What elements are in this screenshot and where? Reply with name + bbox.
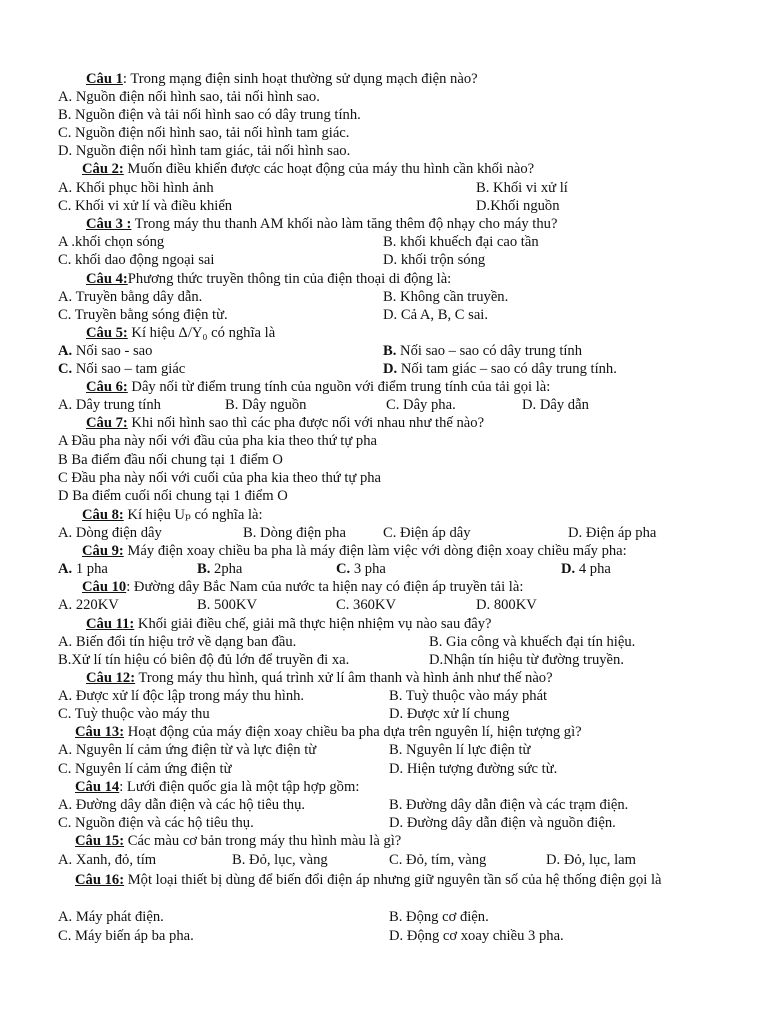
answer-text: B. Động cơ điện. <box>389 909 489 925</box>
question-7 <box>86 414 484 432</box>
question-text: Các màu cơ bản trong máy thu hình màu là gì? <box>124 833 402 849</box>
answer-option[interactable] <box>58 633 296 651</box>
answer-option[interactable] <box>58 760 232 778</box>
question-label: Câu 9: <box>82 543 124 559</box>
answer-option[interactable] <box>58 651 349 669</box>
answer-option[interactable] <box>389 760 557 778</box>
answer-text: 3 pha <box>350 561 386 577</box>
answer-text: Nối sao – tam giác <box>72 361 186 377</box>
answer-text: C. Nguồn điện và các hộ tiêu thụ. <box>58 815 254 831</box>
question-text: Trong máy thu thanh AM khối nào làm tăng thêm độ nhạy cho máy thu? <box>131 216 558 232</box>
question-text: Khối giải điều chế, giải mã thực hiện nhiệm vụ nào sau đây? <box>134 616 492 632</box>
answer-option[interactable] <box>386 396 456 414</box>
answer-option[interactable] <box>383 288 508 306</box>
answer-option[interactable] <box>58 469 381 487</box>
question-16 <box>58 871 708 889</box>
answer-text: C. Máy biến áp ba pha. <box>58 928 194 944</box>
answer-text: D Ba điểm cuối nối chung tại 1 điểm O <box>58 488 288 504</box>
answer-text: B Ba điểm đầu nối chung tại 1 điểm O <box>58 452 283 468</box>
question-2 <box>82 160 534 178</box>
answer-letter: C. <box>58 361 73 377</box>
answer-option[interactable] <box>58 908 164 926</box>
question-label: Câu 8: <box>82 507 124 523</box>
question-5 <box>86 324 275 342</box>
answer-option[interactable] <box>58 451 283 469</box>
question-text: Khi nối hình sao thì các pha được nối với nhau như thế nào? <box>127 415 485 431</box>
answer-option[interactable] <box>58 360 185 378</box>
question-text: : Lưới điện quốc gia là một tập hợp gồm: <box>119 779 360 795</box>
answer-text: D. Cả A, B, C sai. <box>383 307 488 323</box>
answer-letter: B. <box>383 343 397 359</box>
answer-text: D. Dây dẫn <box>522 397 589 413</box>
question-10 <box>82 578 523 596</box>
answer-option[interactable] <box>389 927 564 945</box>
question-text: Hoạt động của máy điện xoay chiều ba pha dựa trên nguyên lí, hiện tượng gì? <box>124 724 582 740</box>
answer-option[interactable] <box>243 524 346 542</box>
question-15 <box>75 832 401 850</box>
answer-text: C. Dây pha. <box>386 397 456 413</box>
question-13 <box>75 723 582 741</box>
answer-text: C. khối dao động ngoại sai <box>58 252 215 268</box>
answer-option[interactable] <box>58 233 164 251</box>
answer-option[interactable] <box>58 524 162 542</box>
answer-option[interactable] <box>546 851 636 869</box>
answer-option[interactable] <box>383 342 582 360</box>
answer-option[interactable] <box>561 560 611 578</box>
answer-option[interactable] <box>389 705 509 723</box>
answer-text: A. Truyền bằng dây dẫn. <box>58 289 203 305</box>
answer-option[interactable] <box>429 651 624 669</box>
answer-option[interactable] <box>58 251 214 269</box>
answer-option[interactable] <box>383 306 488 324</box>
answer-text: D. 800KV <box>476 597 537 613</box>
answer-text: A .khối chọn sóng <box>58 234 165 250</box>
question-6 <box>86 378 550 396</box>
answer-text: D. Được xử lí chung <box>389 706 510 722</box>
question-text: Muốn điều khiển được các hoạt động của máy thu hình cần khối nào? <box>123 161 535 177</box>
answer-option[interactable] <box>383 233 539 251</box>
question-label: Câu 6: <box>86 379 128 395</box>
answer-text: B. Nguồn điện và tải nối hình sao có dây trung tính. <box>58 107 361 123</box>
answer-text: Nối tam giác – sao có dây trung tính. <box>397 361 617 377</box>
answer-option[interactable] <box>58 705 210 723</box>
answer-option[interactable] <box>58 396 161 414</box>
answer-text: D. Nguồn điện nối hình tam giác, tải nối hình sao. <box>58 143 351 159</box>
question-label: Câu 12: <box>86 670 136 686</box>
answer-option[interactable] <box>389 851 486 869</box>
answer-option[interactable] <box>58 142 350 160</box>
answer-text: D. khối trộn sóng <box>383 252 486 268</box>
answer-option[interactable] <box>389 741 530 759</box>
answer-option[interactable] <box>58 106 361 124</box>
question-label: Câu 14 <box>75 779 120 795</box>
answer-option[interactable] <box>58 288 202 306</box>
question-label: Câu 4: <box>86 271 128 287</box>
answer-option[interactable] <box>58 197 232 215</box>
answer-option[interactable] <box>389 687 547 705</box>
answer-option[interactable] <box>58 306 228 324</box>
answer-option[interactable] <box>476 179 568 197</box>
answer-text: C. Nguồn điện nối hình sao, tải nối hình tam giác. <box>58 125 350 141</box>
answer-text: A Đầu pha này nối với đầu của pha kia theo thứ tự pha <box>58 433 377 449</box>
question-3 <box>86 215 557 233</box>
question-text: Máy điện xoay chiều ba pha là máy điện làm việc với dòng điện xoay chiều mấy pha: <box>123 543 627 559</box>
answer-text: B. Đường dây dẫn điện và các trạm điện. <box>389 797 629 813</box>
question-label: Câu 16: <box>75 872 125 888</box>
question-label: Câu 11: <box>86 616 135 632</box>
answer-text: D. Điện áp pha <box>568 525 657 541</box>
answer-text: 1 pha <box>72 561 108 577</box>
answer-text: Nối sao - sao <box>72 343 153 359</box>
answer-option[interactable] <box>58 432 377 450</box>
answer-text: A. Nguồn điện nối hình sao, tải nối hình sao. <box>58 89 320 105</box>
answer-text: A. Khối phục hồi hình ảnh <box>58 180 214 196</box>
answer-text: A. Xanh, đỏ, tím <box>58 852 157 868</box>
question-label: Câu 7: <box>86 415 128 431</box>
answer-option[interactable] <box>568 524 656 542</box>
answer-text: A. Đường dây dẫn điện và các hộ tiêu thụ. <box>58 797 306 813</box>
answer-letter: B. <box>197 561 211 577</box>
question-text: Trong máy thu hình, quá trình xử lí âm thanh và hình ảnh như thế nào? <box>135 670 553 686</box>
question-text: Phương thức truyền thông tin của điện thoại di động là: <box>127 271 452 287</box>
answer-text: B. Dây nguồn <box>225 397 307 413</box>
answer-option[interactable] <box>58 796 305 814</box>
answer-option[interactable] <box>58 124 349 142</box>
question-text: Dây nối từ điểm trung tính của nguồn với điểm trung tính của tải gọi là: <box>127 379 551 395</box>
question-9 <box>82 542 627 560</box>
question-14 <box>75 778 359 796</box>
answer-text: C Đầu pha này nối với cuối của pha kia theo thứ tự pha <box>58 470 382 486</box>
answer-option[interactable] <box>58 741 316 759</box>
answer-option[interactable] <box>58 927 194 945</box>
answer-option[interactable] <box>389 908 489 926</box>
question-label: Câu 13: <box>75 724 125 740</box>
question-text: Kí hiệu Δ/Y₀ có nghĩa là <box>127 325 276 341</box>
answer-text: A. Được xử lí độc lập trong máy thu hình. <box>58 688 305 704</box>
answer-text: B. Tuỳ thuộc vào máy phát <box>389 688 548 704</box>
answer-option[interactable] <box>58 88 320 106</box>
answer-text: C. Đỏ, tím, vàng <box>389 852 487 868</box>
answer-text: C. Tuỳ thuộc vào máy thu <box>58 706 210 722</box>
answer-text: C. Điện áp dây <box>383 525 471 541</box>
question-4 <box>86 270 451 288</box>
answer-text: A. Dòng điện dây <box>58 525 162 541</box>
answer-option[interactable] <box>383 251 485 269</box>
answer-text: C. Khối vi xử lí và điều khiển <box>58 198 233 214</box>
question-label: Câu 10 <box>82 579 127 595</box>
answer-option[interactable] <box>336 560 386 578</box>
answer-text: B. Dòng điện pha <box>243 525 346 541</box>
question-label: Câu 2: <box>82 161 124 177</box>
answer-text: B. Khối vi xử lí <box>476 180 568 196</box>
answer-option[interactable] <box>476 596 537 614</box>
answer-option[interactable] <box>58 814 254 832</box>
answer-text: A. Nguyên lí cảm ứng điện từ và lực điện từ <box>58 742 317 758</box>
answer-text: A. 220KV <box>58 597 119 613</box>
answer-text: A. Máy phát điện. <box>58 909 164 925</box>
answer-text: C. Nguyên lí cảm ứng điện từ <box>58 761 232 777</box>
answer-text: B. Không cần truyền. <box>383 289 509 305</box>
answer-text: D. Đường dây dẫn điện và nguồn điện. <box>389 815 616 831</box>
answer-option[interactable] <box>58 851 156 869</box>
answer-option[interactable] <box>389 796 628 814</box>
question-text: : Trong mạng điện sinh hoạt thường sử dụng mạch điện nào? <box>122 71 478 87</box>
answer-option[interactable] <box>383 360 617 378</box>
answer-text: A. Biến đổi tín hiệu trở về dạng ban đầu. <box>58 634 297 650</box>
answer-text: C. Truyền bằng sóng điện từ. <box>58 307 228 323</box>
answer-text: D. Hiện tượng đường sức từ. <box>389 761 558 777</box>
question-label: Câu 15: <box>75 833 125 849</box>
answer-option[interactable] <box>383 524 471 542</box>
answer-option[interactable] <box>197 596 257 614</box>
answer-option[interactable] <box>389 814 616 832</box>
answer-text: B. Gia công và khuếch đại tín hiệu. <box>429 634 636 650</box>
answer-text: 2pha <box>210 561 243 577</box>
answer-option[interactable] <box>336 596 396 614</box>
answer-text: C. 360KV <box>336 597 396 613</box>
answer-option[interactable] <box>197 560 242 578</box>
question-11 <box>86 615 492 633</box>
answer-option[interactable] <box>58 342 152 360</box>
answer-text: D. Đỏ, lục, lam <box>546 852 636 868</box>
answer-letter: A. <box>58 561 73 577</box>
answer-text: B. khối khuếch đại cao tần <box>383 234 539 250</box>
question-text: Một loại thiết bị dùng để biến đổi điện áp nhưng giữ nguyên tần số của hệ thống điện gọi là <box>124 872 662 888</box>
question-12 <box>86 669 553 687</box>
answer-letter: A. <box>58 343 73 359</box>
answer-text: D.Khối nguồn <box>476 198 560 214</box>
answer-option[interactable] <box>232 851 328 869</box>
question-text: : Đường dây Bắc Nam của nước ta hiện nay có điện áp truyền tải là: <box>126 579 524 595</box>
question-1 <box>86 70 478 88</box>
question-label: Câu 5: <box>86 325 128 341</box>
answer-text: D. Động cơ xoay chiều 3 pha. <box>389 928 564 944</box>
answer-text: Nối sao – sao có dây trung tính <box>396 343 583 359</box>
answer-letter: D. <box>561 561 576 577</box>
question-label: Câu 3 : <box>86 216 132 232</box>
answer-option[interactable] <box>476 197 560 215</box>
answer-option[interactable] <box>58 596 119 614</box>
answer-option[interactable] <box>225 396 306 414</box>
answer-option[interactable] <box>522 396 589 414</box>
answer-option[interactable] <box>429 633 635 651</box>
question-8 <box>82 506 263 524</box>
answer-text: B. 500KV <box>197 597 257 613</box>
answer-text: A. Dây trung tính <box>58 397 161 413</box>
answer-text: B. Nguyên lí lực điện từ <box>389 742 531 758</box>
answer-option[interactable] <box>58 560 108 578</box>
answer-letter: D. <box>383 361 398 377</box>
answer-text: B. Đỏ, lục, vàng <box>232 852 328 868</box>
question-label: Câu 1 <box>86 71 123 87</box>
answer-text: 4 pha <box>575 561 611 577</box>
answer-option[interactable] <box>58 487 288 505</box>
answer-letter: C. <box>336 561 351 577</box>
question-text: Kí hiệu Uₚ có nghĩa là: <box>123 507 263 523</box>
answer-option[interactable] <box>58 687 304 705</box>
answer-text: B.Xử lí tín hiệu có biên độ đủ lớn để truyền đi xa. <box>58 652 350 668</box>
answer-option[interactable] <box>58 179 214 197</box>
answer-text: D.Nhận tín hiệu từ đường truyền. <box>429 652 624 668</box>
